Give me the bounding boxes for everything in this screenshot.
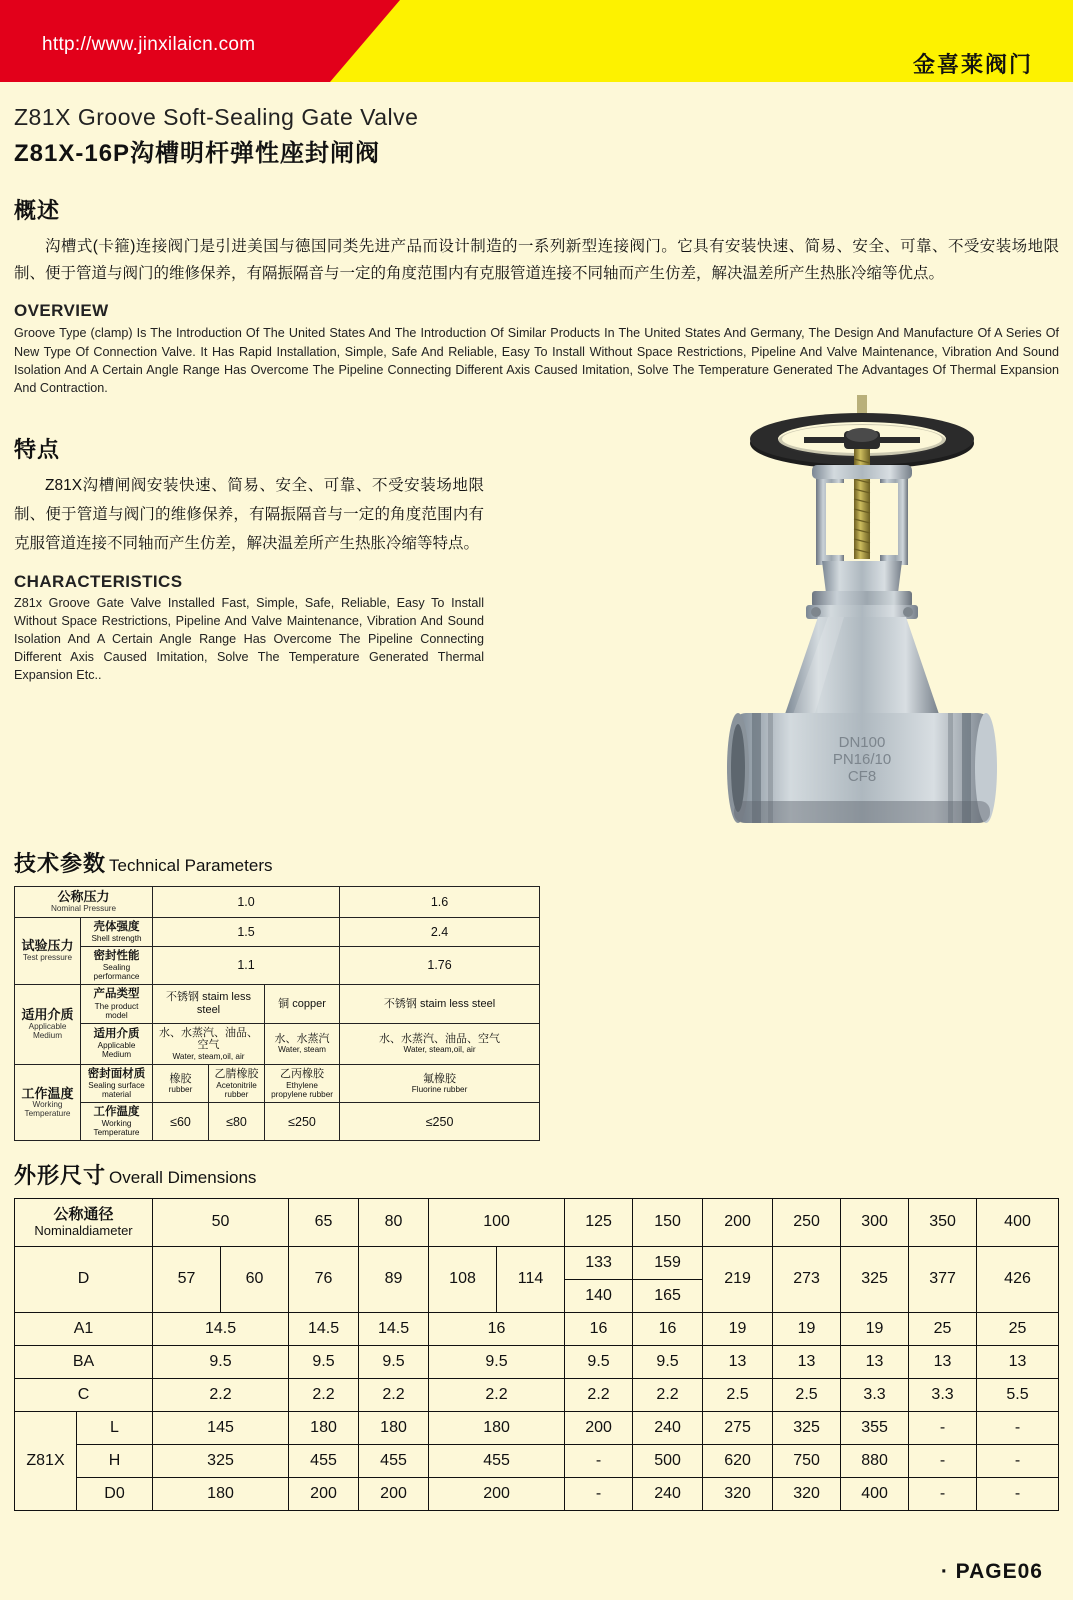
d-50b: 60 [221, 1246, 289, 1312]
table-row [15, 1345, 1059, 1378]
c-80: 2.2 [359, 1378, 429, 1411]
page-header [0, 0, 1073, 82]
temperature-v3: ≤250 [265, 1103, 340, 1141]
dimensions-heading-en: Overall Dimensions [109, 1168, 257, 1188]
size-150: 150 [633, 1199, 703, 1246]
d-350: 377 [909, 1246, 977, 1312]
characteristics-text [14, 407, 484, 837]
l-400: - [977, 1411, 1059, 1444]
characteristics-body-cn: Z81X沟槽闸阀安装快速、简易、安全、可靠、不受安装场地限制、便于管道与阀门的维修保养，有隔振隔音与一定的角度范围内有克服管道连接不同轴而产生仿差，解决温差所产生热胀冷缩等特点。 [14, 477, 484, 552]
temperature-v2: ≤80 [209, 1103, 265, 1141]
product-model-label: 产品类型 The product model [81, 985, 153, 1023]
table-row [15, 1312, 1059, 1345]
a1-250: 19 [773, 1312, 841, 1345]
shell-strength-v2: 2.4 [340, 917, 540, 946]
tech-params-table [14, 886, 540, 1141]
valve-svg [694, 387, 1034, 827]
table-row [15, 1378, 1059, 1411]
h-250: 750 [773, 1444, 841, 1477]
row-label-z81x: Z81X [15, 1411, 77, 1510]
d-125-top: 133 [565, 1246, 633, 1279]
overview-heading-cn: 概述 [14, 198, 61, 223]
table-row [15, 985, 540, 1023]
table-row [15, 1199, 1059, 1246]
valve-marking-line3: CF8 [847, 768, 877, 786]
tech-params-heading-en: Technical Parameters [109, 856, 273, 876]
d0-150: 240 [633, 1477, 703, 1510]
valve-marking-line2: PN16/10 [832, 751, 892, 769]
brand-name: 金喜莱阀门 [912, 52, 1033, 77]
characteristics-heading-en: CHARACTERISTICS [14, 572, 183, 592]
temperature-v1: ≤60 [153, 1103, 209, 1141]
d-150-bottom: 165 [633, 1279, 703, 1312]
d0-200: 320 [703, 1477, 773, 1510]
h-50: 325 [153, 1444, 289, 1477]
size-80: 80 [359, 1199, 429, 1246]
product-image-area [494, 407, 1059, 837]
c-250: 2.5 [773, 1378, 841, 1411]
ba-80: 9.5 [359, 1345, 429, 1378]
valve-marking-line1: DN100 [838, 734, 886, 752]
gate-valve-illustration [694, 387, 1034, 832]
nominal-pressure-v2: 1.6 [340, 887, 540, 918]
a1-300: 19 [841, 1312, 909, 1345]
l-125: 200 [565, 1411, 633, 1444]
size-50: 50 [153, 1199, 289, 1246]
c-65: 2.2 [289, 1378, 359, 1411]
a1-100: 16 [429, 1312, 565, 1345]
tech-params-heading [14, 847, 1059, 878]
temperature-label: 工作温度 Working Temperature [81, 1103, 153, 1141]
c-100: 2.2 [429, 1378, 565, 1411]
a1-80: 14.5 [359, 1312, 429, 1345]
d-150-top: 159 [633, 1246, 703, 1279]
d-100a: 108 [429, 1246, 497, 1312]
table-row [15, 947, 540, 985]
ba-200: 13 [703, 1345, 773, 1378]
a1-50: 14.5 [153, 1312, 289, 1345]
l-250: 325 [773, 1411, 841, 1444]
nominal-diameter-header: 公称通径 Nominaldiameter [15, 1199, 153, 1246]
dimensions-heading [14, 1159, 1059, 1190]
h-200: 620 [703, 1444, 773, 1477]
product-title-en: Z81X Groove Soft-Sealing Gate Valve [14, 104, 419, 130]
d0-65: 200 [289, 1477, 359, 1510]
h-125: - [565, 1444, 633, 1477]
sealing-performance-label: 密封性能 Sealing performance [81, 947, 153, 985]
h-350: - [909, 1444, 977, 1477]
d-100b: 114 [497, 1246, 565, 1312]
dimensions-table [14, 1198, 1059, 1510]
a1-125: 16 [565, 1312, 633, 1345]
row-label-h: H [77, 1444, 153, 1477]
h-80: 455 [359, 1444, 429, 1477]
table-row [15, 1477, 1059, 1510]
size-400: 400 [977, 1199, 1059, 1246]
h-400: - [977, 1444, 1059, 1477]
sealing-material-v2: 乙腈橡胶 Acetonitrile rubber [209, 1064, 265, 1102]
size-250: 250 [773, 1199, 841, 1246]
overview-body-cn: 沟槽式(卡箍)连接阀门是引进美国与德国同类先进产品而设计制造的一系列新型连接阀门。它具有安装快速、简易、安全、可靠、不受安装场地限制、便于管道与阀门的维修保养，有隔振隔音与一定的角度范围内有克服管道连接不同轴而产生仿差，解决温差所产生热胀冷缩等优点。 [14, 238, 1059, 283]
sealing-material-v3: 乙丙橡胶 Ethylene propylene rubber [265, 1064, 340, 1102]
table-row [15, 887, 540, 918]
l-150: 240 [633, 1411, 703, 1444]
table-row [15, 1064, 540, 1102]
ba-350: 13 [909, 1345, 977, 1378]
applicable-medium-label: 适用介质 Applicable Medium [15, 985, 81, 1065]
ba-65: 9.5 [289, 1345, 359, 1378]
medium-v3: 水、水蒸汽、油品、空气 Water, steam,oil, air [340, 1023, 540, 1064]
table-row [15, 917, 540, 946]
c-150: 2.2 [633, 1378, 703, 1411]
row-label-d0: D0 [77, 1477, 153, 1510]
d0-300: 400 [841, 1477, 909, 1510]
medium-v1: 水、水蒸汽、油品、空气 Water, steam,oil, air [153, 1023, 265, 1064]
dimensions-heading-cn: 外形尺寸 [14, 1163, 107, 1189]
overview-body-en: Groove Type (clamp) Is The Introduction Of The United States And The Introduction Of Similar Products In The United States And Germany, The Design And Manufacture Of A Series Of New Type Of Connection Valve. It Has Rapid Installation, Simple, Safe And Reliable, Easy To Install Without Space Restrictions, Pipeline And Valve Maintenance, Vibration And Sound Isolation And A Certain Angle Range Has Overcome The Pipeline Connecting Different Axis Caused Imitation, Solve The Temperature Generated The Advantages Of Thermal Expansion And Contraction. [14, 326, 1059, 395]
product-model-v3: 不锈钢 staim less steel [340, 985, 540, 1023]
l-50: 145 [153, 1411, 289, 1444]
d-125-bottom: 140 [565, 1279, 633, 1312]
l-200: 275 [703, 1411, 773, 1444]
d0-80: 200 [359, 1477, 429, 1510]
h-150: 500 [633, 1444, 703, 1477]
working-temperature-label: 工作温度 Working Temperature [15, 1064, 81, 1141]
page-number: · PAGE06 [940, 1560, 1043, 1583]
h-100: 455 [429, 1444, 565, 1477]
sealing-material-v1: 橡胶 rubber [153, 1064, 209, 1102]
nominal-pressure-label: 公称压力 Nominal Pressure [15, 887, 153, 918]
h-300: 880 [841, 1444, 909, 1477]
table-row [15, 1023, 540, 1064]
l-350: - [909, 1411, 977, 1444]
l-300: 355 [841, 1411, 909, 1444]
size-300: 300 [841, 1199, 909, 1246]
l-65: 180 [289, 1411, 359, 1444]
medium-label: 适用介质 Applicable Medium [81, 1023, 153, 1064]
sealing-material-label: 密封面材质 Sealing surface material [81, 1064, 153, 1102]
overview-heading-en: OVERVIEW [14, 301, 109, 321]
shell-strength-label: 壳体强度 Shell strength [81, 917, 153, 946]
c-125: 2.2 [565, 1378, 633, 1411]
c-350: 3.3 [909, 1378, 977, 1411]
d0-400: - [977, 1477, 1059, 1510]
table-row [15, 1103, 540, 1141]
d-80: 89 [359, 1246, 429, 1312]
h-65: 455 [289, 1444, 359, 1477]
size-200: 200 [703, 1199, 773, 1246]
d-65: 76 [289, 1246, 359, 1312]
a1-150: 16 [633, 1312, 703, 1345]
d-300: 325 [841, 1246, 909, 1312]
nominal-pressure-v1: 1.0 [153, 887, 340, 918]
l-80: 180 [359, 1411, 429, 1444]
c-200: 2.5 [703, 1378, 773, 1411]
d-400: 426 [977, 1246, 1059, 1312]
ba-125: 9.5 [565, 1345, 633, 1378]
shell-strength-v1: 1.5 [153, 917, 340, 946]
medium-v2: 水、水蒸汽 Water, steam [265, 1023, 340, 1064]
ba-100: 9.5 [429, 1345, 565, 1378]
table-row [15, 1246, 1059, 1279]
sealing-material-v4: 氟橡胶 Fluorine rubber [340, 1064, 540, 1102]
d-250: 273 [773, 1246, 841, 1312]
d0-125: - [565, 1477, 633, 1510]
ba-150: 9.5 [633, 1345, 703, 1378]
page-body [0, 104, 1073, 1511]
table-row [15, 1444, 1059, 1477]
ba-50: 9.5 [153, 1345, 289, 1378]
d0-100: 200 [429, 1477, 565, 1510]
row-label-ba: BA [15, 1345, 153, 1378]
size-350: 350 [909, 1199, 977, 1246]
ba-300: 13 [841, 1345, 909, 1378]
d-200: 219 [703, 1246, 773, 1312]
row-label-c: C [15, 1378, 153, 1411]
d-50a: 57 [153, 1246, 221, 1312]
table-row [15, 1411, 1059, 1444]
row-label-d: D [15, 1246, 153, 1312]
product-title-cn: Z81X-16P沟槽明杆弹性座封闸阀 [14, 140, 381, 167]
l-100: 180 [429, 1411, 565, 1444]
website-url: http://www.jinxilaicn.com [42, 34, 256, 55]
a1-200: 19 [703, 1312, 773, 1345]
d0-250: 320 [773, 1477, 841, 1510]
temperature-v4: ≤250 [340, 1103, 540, 1141]
ba-250: 13 [773, 1345, 841, 1378]
d0-50: 180 [153, 1477, 289, 1510]
characteristics-body-en: Z81x Groove Gate Valve Installed Fast, Simple, Safe, Reliable, Easy To Install Without Space Restrictions, Pipeline And Valve Maintenance, Vibration And Sound Isolation And A Certain Angle Range Has Overcome The Pipeline Connecting Different Axis Caused Imitation, Solve The Temperature Generated Thermal Expansion Etc.. [14, 596, 484, 682]
c-400: 5.5 [977, 1378, 1059, 1411]
ba-400: 13 [977, 1345, 1059, 1378]
characteristics-heading-cn: 特点 [14, 437, 61, 463]
characteristics-section [14, 407, 1059, 837]
size-100: 100 [429, 1199, 565, 1246]
a1-400: 25 [977, 1312, 1059, 1345]
c-50: 2.2 [153, 1378, 289, 1411]
row-label-l: L [77, 1411, 153, 1444]
tech-params-heading-cn: 技术参数 [14, 851, 107, 877]
sealing-performance-v2: 1.76 [340, 947, 540, 985]
d0-350: - [909, 1477, 977, 1510]
a1-65: 14.5 [289, 1312, 359, 1345]
product-model-v2: 铜 copper [265, 985, 340, 1023]
sealing-performance-v1: 1.1 [153, 947, 340, 985]
c-300: 3.3 [841, 1378, 909, 1411]
test-pressure-label: 试验压力 Test pressure [15, 917, 81, 984]
size-125: 125 [565, 1199, 633, 1246]
a1-350: 25 [909, 1312, 977, 1345]
row-label-a1: A1 [15, 1312, 153, 1345]
product-model-v1: 不锈钢 staim less steel [153, 985, 265, 1023]
size-65: 65 [289, 1199, 359, 1246]
